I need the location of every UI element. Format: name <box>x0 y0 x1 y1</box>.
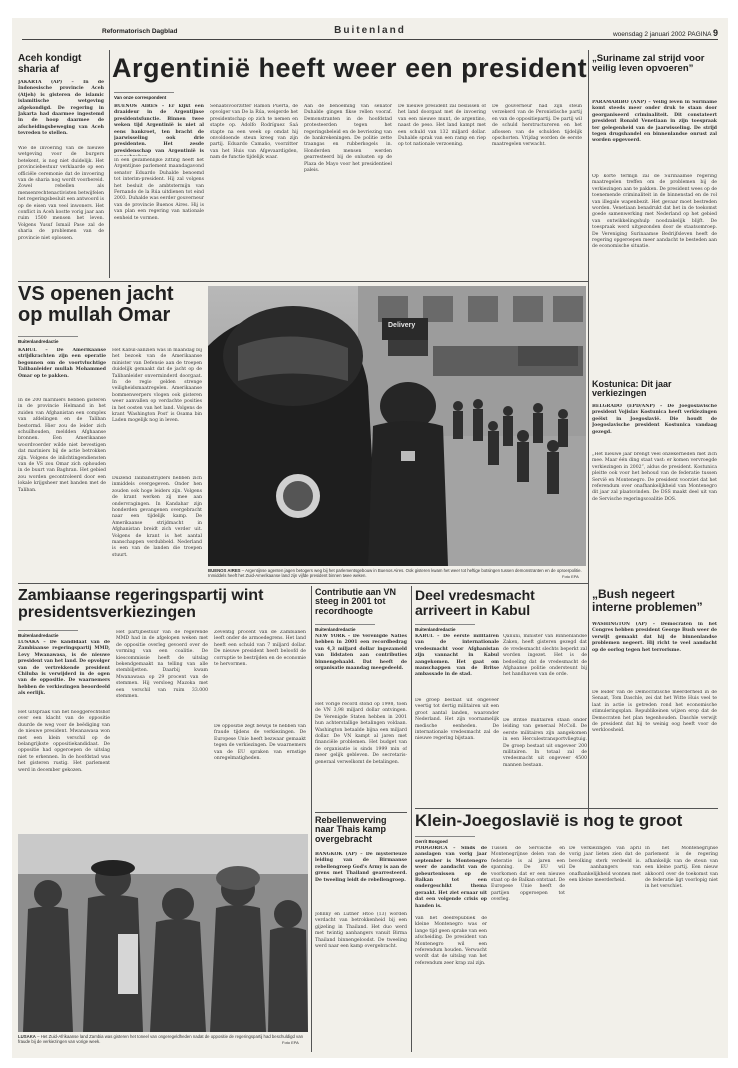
zambia-lead: LUSAKA – De kandidaat van de Zambiaanse regeringspartij MMD, Levy Mwanawasa, is de nieuwe president van het land. De opvolger van de vertrekkende president Chiluba is verwijderd in de ogen van de oppositie. De waarnemers hebben de verkiezingen beoordeeld als eerlijk. <box>18 640 110 697</box>
kabul-headline: Deel vredesmacht arriveert in Kabul <box>415 587 535 618</box>
kostunica-body: „Het nieuwe jaar brengt veel onzekerheden met zich mee. Maar één ding staat vast: er komen vervroegde verkiezingen in 2002”, aldus de president. Kostunica pleitte ook voor het behoud van de federatie tussen Servië en Montenegro. De president voorziet dat het referendum over onafhankelijkheid van Montenegro dit jaar zal plaatsvinden. De DSS maakt deel uit van de Servische regeringscoalitie DOS. <box>592 452 717 502</box>
zambia-byline: Buitenlandredactie <box>18 630 78 638</box>
kabul-body-3: De Britse militairen staan onder leiding van generaal McColl. De eerste militairen zijn aangekomen in een Herculestransportvliegtuig. De groep bestaat uit ongeveer 200 militairen. In totaal zal de vredesmacht uit ongeveer 4500 mannen bestaan. <box>503 718 587 768</box>
contributie-body: Het vorige record stond op 1998, toen de VN 3,98 miljard dollar ontvingen. De Verenigde Staten hebben in 2001 hun achterstallige betalingen voldaan. Washington betaalde bijna een miljard dollar. De VN kampt al jaren met financiële problemen. Het budget van de organisatie is sinds 1999 min of meer gelijk gebleven. De secretaris-generaal verwelkomt de betalingen. <box>315 702 407 765</box>
aceh-lead: JAKARTA (AP) – In de Indonesische provincie Aceh (Atjeh) is gisteren de islamic islamitische wetgeving afgekondigd. De regering in Jakarta had daarmee ingestemd in de hoop daarmee de afscheidingsbeweging van Aceh tevreden te stellen. <box>18 80 104 137</box>
zambia-photo-credit: Foto EPA <box>282 1040 299 1045</box>
zambia-body-3: Zeventig procent van de Zambianen leeft onder de armoedegrens. Het land heeft een schuld van 7 miljard dollar. De nieuwe president heeft beloofd de corruptie te bestrijden en de economie te hervormen. <box>214 630 306 668</box>
section-title: Buitenland <box>334 25 406 36</box>
crowd-photo <box>18 834 308 1032</box>
zambia-body-4: De oppositie zegt bewijs te hebben van fraude tijdens de verkiezingen. De Europese Unie heeft bezwaar gemaakt tegen de verkiezingen. De waarnemers van de EU spraken van ernstige onregelmatigheden. <box>214 724 306 762</box>
omar-lead: KABUL – De Amerikaanse strijdkrachten zijn een operatie begonnen om de voortvluchtige Talibanleider mullah Mohammed Omar op te pakken. <box>18 348 106 379</box>
joego-body-4: In het Montenegrijnse parlement is de regering afhankelijk van de steun van een kleine partij. Een nieuw akkoord over de toekomst van de federatie ligt voorlopig niet in het verschiet. <box>645 846 718 890</box>
kostunica-lead: BELGRADO (EPD/ANP) – De Joegoslavische president Vojislav Kostunica heeft verkiezingen geëist in Joegoslavië. Die houdt de Joegoslavische president Kostunica vandaag gezegd. <box>592 404 717 435</box>
zambia-body-1: Het uitspraak van het hooggerechtshof over een klacht van de oppositie duurde de weg voor de beëdiging van de nieuwe president. Mwanawasa won met een klein verschil op de belangrijkste oppositiekandidaat. De oppositie had opgeroepen de uitslag niet te erkennen. In de hoofdstad was het gisteren rustig. Het parlement werd in december gekozen. <box>18 710 110 773</box>
omar-headline: VS openen jacht op mullah Omar <box>18 283 174 326</box>
argentina-lead: BUENOS AIRES – Er kijkt een draaideur in de Argentijnse presidentsfunctie. Binnen twee weken tijd Argentinië is niet al eens bankroet, ten bracht de jaarwisseling ook drie presidenten. Het zesde presidenschap van Argentinië is <box>114 104 204 154</box>
argentina-body-3: Aan de benoeming van senator Duhalde gingen fikse rellen vooraf. Demonstranten in de hoofdstad protesteerden tegen het regeringsbeleid en de bevriezing van de bankrekeningen. De politie zette traangas en rubberkogels in. Honderden mensen werden gearresteerd bij de onlusten op de Plaza de Mayo voor het presidentieel paleis. <box>304 104 392 174</box>
omar-body-3: Duizend Talibanstrijders hebben zich inmiddels overgegeven. Onder hen zouden ook hoge leiders zijn. Volgens de krant werken zij mee aan ondervragingen. In Kandahar zijn honderden gevangenen overgebracht naar een tijdelijk kamp. De Amerikaanse strijdmacht in Afghanistan breidt zich verder uit. Volgens de krant is het aantal manschappen verdubbeld. Nederland is een van de landen die troepen stuurt. <box>112 476 202 558</box>
contributie-lead: NEW YORK – De Verenigde Naties hebben in 2001 een recordbedrag van 4,3 miljard dollar ingezameld van lidstaten aan contributies binnengehaald. Dat heeft de organisatie maandag meegedeeld. <box>315 634 407 672</box>
argentina-body-4: De nieuwe president zal beslissen of het land doorgaat met de invoering van een nieuwe munt, de argentino, naast de peso. Het land kampt met een schuld van 132 miljard dollar. Duhalde sprak van een ramp en riep op tot nationale verzoening. <box>398 104 486 148</box>
aceh-headline: Aceh kondigt sharia af <box>18 53 82 75</box>
storefront-sign: Delivery <box>388 322 416 329</box>
page-header <box>22 24 718 40</box>
joego-body-3: De verkiezingen van april vorig jaar lieten zien dat de bevolking sterk verdeeld is. De aanhangers van onafhankelijkheid wonnen met een kleine meerderheid. <box>569 846 641 884</box>
bush-body: De leider van de Democratische meerderheid in de Senaat, Tom Daschle, zei dat het Witte Huis veel te laat in actie is getreden rond het economische stimuleringsplan. Republikeinen wijzen erop dat de Democraten het plan tegenhouden. Daschle verwijt de president dat hij te weinig oog heeft voor de werkloosheid. <box>592 690 717 734</box>
bush-lead: WASHINGTON (AP) – Democraten in het Congres hebben president George Bush weer de verwijt gemaakt dat hij de binnenlandse problemen negeert. Hij richt te veel aandacht op de oorlog tegen het terrorisme. <box>592 622 717 653</box>
zambia-photo <box>18 834 308 1032</box>
omar-body-1: In de 200 mariniers hebben gisteren in de provincie Helmand in het zuiden van Afghanistan een complex van afdelingen en de Taliban bestormd. Hier zou de leider zich schuilhouden, meldden Afghaanse bronnen. Een Amerikaanse woordvoerder wilde niet bevestigen dat mariniers bij de actie betrokken zijn. Volgens de inlichtingendiensten van de VS zou Omar zich ophouden in de buurt van Baghran. Het gebied zou worden gecontroleerd door een lokale krijgsheer met banden met de Taliban. <box>18 398 106 493</box>
argentina-headline: Argentinië heeft weer een president <box>112 53 588 83</box>
thailand-body: Johnny en Luther Htoo (13) worden verdacht van betrokkenheid bij een gijzeling in Thailand. Het duo werd met twintig aanhangers vanuit Birma Thailand binnengeloodst. De tweeling werd naar een kamp overgebracht. <box>315 912 407 950</box>
main-photo-credit: Foto EPA <box>562 574 579 579</box>
suriname-lead: PARAMARIBO (ANP) – Veilig leven in Suriname komt steeds meer onder druk te staan door georganiseerd criminaliteit. Dit constateert president Ronald Venetiaan in zijn toespraak ter gelegenheid van de jaarwisseling. De strijd tegen drugshandel en binnenlandse onrust zal worden opgevoerd. <box>592 100 717 144</box>
omar-body-2: Het Kabul-aanzien was in maandag bij het bezoek van de Amerikaanse minister van Defensie aan de troepen duidelijk gemaakt dat de jacht op de Talibanleider onverminderd doorgaat. In de regio gelden strenge veiligheidsmaatregelen. Amerikaanse bommenwerpers vlogen ook gisteren weer aanvallen op verdachte posities in het oosten van het land. Volgens de krant 'Washington Post' is Osama bin Laden mogelijk nog in leven. <box>112 348 202 424</box>
main-photo-caption: BUENOS AIRES – Argentijnse agenten jagen betogers weg bij het parlementsgebouw in Buenos Aires. Ook gisteren kwam het weer tot heftige botsingen tussen demonstranten en de oproerpolitie. Inmiddels heeft het Zuid-Amerikaanse land zijn vijfde president binnen twee weken. <box>208 568 582 579</box>
aceh-body: Wie de invoering van de nieuwe wetgeving voor de burgers betekent, is nog niet duidelijk. Het provinciebestuur verklaarde op een officiële ceremonie dat de invoering van de sharia nog wordt voorbereid. Zowel rebellen als mensenrechtenactivisten betwijfelen het regeringsbesluit een antwoord is op de eisen van veel inwoners. Het conflict in Aceh kostte vorig jaar aan ruim 1500 mensen het leven. Volgens Yusuf Ismail Pase zal de sharia de problemen van de provincie niet oplossen. <box>18 146 104 241</box>
joego-byline: Gerrit Bosgoed <box>415 836 475 844</box>
contributie-byline: Buitenlandredactie <box>315 624 375 632</box>
joego-headline: Klein-Joegoslavië is nog te groot <box>415 811 683 830</box>
thailand-lead: BANGKOK (AP) – De mysterieuze leiding van de Birmaanse rebellengroep God's Army is aan de grens met Thailand gearresteerd. De tweeling leidt de rebellengroep. <box>315 852 407 883</box>
zambia-body-2: Het partijbestuur van de regerende MMD had in de afgelopen weken met de oppositie overleg gevoerd over de vorming van een coalitie. De kiescommissie heeft de uitslag bekendgemaakt na telling van alle stembiljetten. Daarbij kwam Mwanawasa op 29 procent van de stemmen. Hij versloeg Mazoka met een verschil van ruim 33.000 stemmen. <box>116 630 208 700</box>
kabul-lead: KABUL – De eerste militairen van de internationale vredesmacht voor Afghanistan zijn vannacht in Kabul aangekomen. Het gaat om manschappen van de Britse ambassade in de stad. <box>415 634 499 678</box>
omar-byline: Buitenlandredactie <box>18 336 78 344</box>
kabul-byline: Buitenlandredactie <box>415 624 475 632</box>
zambia-photo-caption: LUSAKA – Het Zuid-Afrikaanse land Zambia was gisteren het toneel van ongeregeldheden nadat de oppositie de regeringspartij had beschuldigd van fraude bij de verkiezingen van vorige week. <box>18 1034 303 1045</box>
argentina-body-5: De gouverneur had zijn steun verzekerd van de Peronistische partij en van de oppositiepartij. De partij wil de schuld herstructureren en het aflossen van de schulden tijdelijk opschorten. Vrijdag worden de eerste maatregelen verwacht. <box>492 104 582 148</box>
kabul-body-2: Qanuni, minister van Binnenlandse Zaken, heeft gisteren gezegd dat de vredesmacht slechts beperkt zal worden ingezet. Het is de bedoeling dat de vredesmacht de Afghaanse politie ondersteunt bij het handhaven van de orde. <box>503 634 587 678</box>
argentina-body-2: Senaatsvoorzitter Ramón Puerta, de opvolger van De la Rúa, weigerde het presidentschap op zich te nemen en stapte op. Adolfo Rodríguez Saá stapte na een week op omdat hij onvoldoende steun kreeg van zijn partij. Eduardo Camaño, voorzitter van het Huis van Afgevaardigden, nam de functie tijdelijk waar. <box>210 104 298 161</box>
main-photo <box>208 286 586 566</box>
zambia-headline: Zambiaanse regeringspartij wint presidentsverkiezingen <box>18 587 264 621</box>
suriname-body: Op korte termijn zal de Surinaamse regering maatregelen treffen om de problemen bij de verkiezingen aan te pakken. De president wees op de toenemende criminaliteit in de binnenstad en de rol van illegale wapenbezit. Het gevaar moet bestreden worden. Venetiaan benadrukt dat het in de toekomst goede samenwerking met Nederland op het gebied van ontwikkelingshulp noodzakelijk blijft. De toespraak werd uitgezonden door de staatsomroep. De Vereniging Surinaamse Bedrijfsleven heeft de regering opgeroepen meer aandacht te besteden aan de economische situatie. <box>592 174 717 250</box>
thailand-headline: Rebellenwerving naar Thais kamp overgebracht <box>315 815 387 844</box>
joego-body-1: Van het deelrepubliek de kleine Montenegro was er lange tijd geen sprake van een afscheiding. De president van Montenegro wil een referendum houden. Verwacht wordt dat de uitslag van het referendum zeer krap zal zijn. <box>415 916 487 966</box>
newspaper-name: Reformatorisch Dagblad <box>102 28 178 35</box>
joego-lead: PODGORICA – Sinds de aanslagen van vorig jaar september is Montenegro weer de aandacht van de gebeurtenissen op de Balkan tot een ondergeschikt thema geraakt. Het ziet ernaar uit dat een volgende crisis op handen is. <box>415 846 487 909</box>
joego-body-2: Tussen de Servische en Montenegrijnse delen van de federatie is al jaren een spanning. De EU wil voorkomen dat er een nieuwe staat op de Balkan ontstaat. De Europese Unie heeft de partijen opgeroepen tot overleg. <box>491 846 565 903</box>
argentina-byline: Van onze correspondent <box>114 92 174 100</box>
suriname-headline: „Suriname zal strijd voor veilig leven opvoeren” <box>592 53 705 74</box>
argentina-body-1: In een gezamenlijke zitting heeft het Argentijnse parlement maandagavond senator Eduardo Duhalde benoemd tot interim-president. Hij zal volgens het besluit de ambtstermijn van Fernando de la Rúa uitdienen tot eind 2003. Duhalde was eerder gouverneur van de provincie Buenos Aires. Hij is van plan een regering van nationale eenheid te vormen. <box>114 158 204 221</box>
kostunica-headline: Kostunica: Dit jaar verkiezingen <box>592 379 672 399</box>
kabul-body-1: De groep bestaat uit ongeveer veertig tot dertig militairen uit een groot aantal landen, waaronder Nederland. Het zijn voornamelijk medische eenheden. De internationale vredesmacht zal de nieuwe regering bijstaan. <box>415 698 499 742</box>
page-date: woensdag 2 januari 2002 PAGINA 9 <box>612 28 718 38</box>
newspaper-page <box>12 18 728 1058</box>
contributie-headline: Contributie aan VN steeg in 2001 tot recordhoogte <box>315 587 397 616</box>
bush-headline: „Bush negeert interne problemen” <box>592 587 703 614</box>
